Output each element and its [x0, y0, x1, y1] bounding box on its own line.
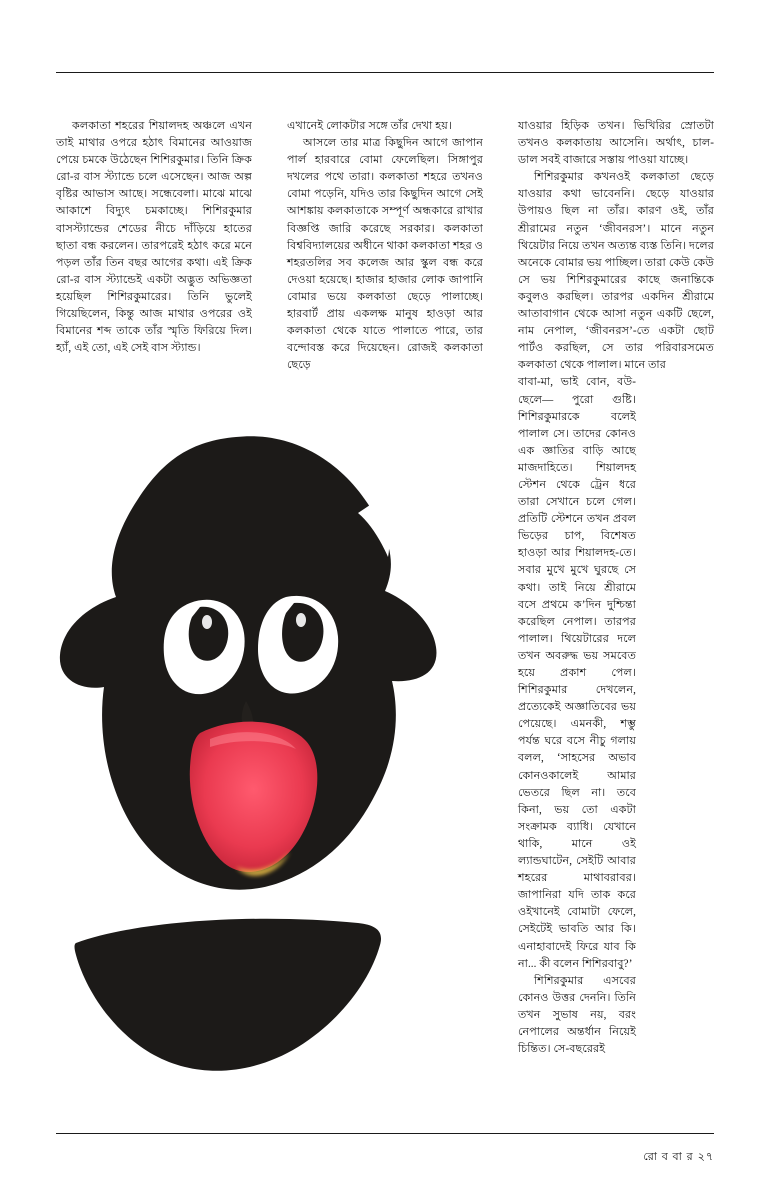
- paragraph: আসলে তার মাত্র কিছুদিন আগে জাপান পার্ল হারবারে বোমা ফেলেছিল। সিঙ্গাপুর দখলের পথে তারা। কলকাতা শহরে তখনও বোমা পড়েনি, যদিও তার কিছুদিন আগে সেই আশঙ্কায় কলকাতাকে সম্পূর্ণ অন্ধকারে রাখার বিজ্ঞপ্তি জারি করেছে সরকার। কলকাতা বিশ্ববিদ্যালয়ের অধীনে থাকা কলকাতা শহর ও শহরতলির সব কলেজ আর স্কুল বন্ধ করে দেওয়া হয়েছে। হাজার হাজার লোক জাপানি বোমার ভয়ে কলকাতা ছেড়ে পালাচ্ছে। হারবার্ট প্রায় একলক্ষ মানুষ হাওড়া আর কলকাতা থেকে যাতে পালাতে পারে, তার বন্দোবস্ত করে দিয়েছেন। রোজই কলকাতা ছেড়ে: [287, 137, 483, 372]
- paragraph: কলকাতা শহরের শিয়ালদহ অঞ্চলে এখন তাই মাথার ওপরে হঠাৎ বিমানের আওয়াজ পেয়ে চমকে উঠেছেন শিশিরকুমার। তিনি ক্রিক রো-র বাস স্ট্যান্ডে চলে এসেছেন। আজ অল্প বৃষ্টির আভাস আছে। সন্ধেবেলা। মাঝে মাঝে আকাশে বিদ্যুৎ চমকাচ্ছে। শিশিরকুমার বাসস্ট্যান্ডের শেডের নীচে দাঁড়িয়ে হাতের ছাতা বন্ধ করলেন। তারপরেই হঠাৎ করে মনে পড়ল তাঁর তিন বছর আগের কথা। এই ক্রিক রো-র বাস স্ট্যান্ডেই একটা অদ্ভুত অভিজ্ঞতা হয়েছিল শিশিরকুমারের। তিনি ভুলেই গিয়েছিলেন, কিন্তু আজ মাথার ওপরের ওই বিমানের শব্দ তাকে তাঁর স্মৃতি ফিরিয়ে দিল। হ্যাঁ, এই তো, এই সেই বাস স্ট্যান্ড।: [56, 120, 252, 355]
- column-2: [287, 118, 483, 374]
- folio-number: ২৭: [697, 1151, 714, 1163]
- folio-label: রো ব বা র: [643, 1151, 694, 1163]
- paragraph: শিশিরকুমার কখনওই কলকাতা ছেড়ে যাওয়ার কথা ভাবেননি। ছেড়ে যাওয়ার উপায়ও ছিল না তাঁর। কারণ ওই, তাঁর শ্রীরামের নতুন ‘জীবনরস’। মানে নতুন থিয়েটার নিয়ে তখন অত্যন্ত ব্যস্ত তিনি। দলের অনেকে বোমার ভয় পাচ্ছিল। তারা কেউ কেউ সে ভয় শিশিরকুমারের কাছে জনান্তিকে কবুলও করছিল। তারপর একদিন শ্রীরামে আতাবাগান থেকে আসা নতুন একটি ছেলে, নাম নেপাল, ‘জীবনরস’-তে একটা ছোট পার্টও করছিল, সে তার পরিবারসমেত কলকাতা থেকে পালাল। মানে তার: [518, 171, 714, 372]
- column-3: [518, 118, 714, 1058]
- paragraph: বাবা-মা, ভাই বোন, বউ-ছেলে— পুরো গুষ্টি। শিশিরকুমারকে বলেই পালাল সে। তাদের কোনও এক জ্ঞাতির বাড়ি আছে মাজদাহিতে। শিয়ালদহ স্টেশন থেকে ট্রেন ধরে তারা সেখানে চলে গেল। প্রতিটি স্টেশনে তখন প্রবল ভিড়ের চাপ, বিশেষত হাওড়া আর শিয়ালদহ-তে। সবার মুখে মুখে ঘুরছে সে কথা। তাই নিয়ে শ্রীরামে বসে প্রথমে ক’দিন দুশ্চিন্তা করেছিল নেপাল। তারপর পালাল। থিয়েটারের দলে তখন অবরুদ্ধ ভয় সমবেত হয়ে প্রকাশ পেল। শিশিরকুমার দেখলেন, প্রত্যেকেই অজ্ঞাতিবের ভয় পেয়েছে। এমনকী, শম্ভু পর্যন্ত ঘরে বসে নীচু গলায় বলল, ‘সাহসের অভাব কোনওকালেই আমার ভেতরে ছিল না। তবে কিনা, ভয় তো একটা সংক্রামক ব্যাধি। যেখানে থাকি, মানে ওই ল্যান্ডঘাটেন, সেইটি আবার শহরের মাথাবরাবর। জাপানিরা যদি তাক করে ওইখানেই বোমাটা ফেলে, সেইটেই ভাবতি আর কি। এনাহাবাদেই ফিরে যাব কি না... কী বলেন শিশিরবাবু?’: [518, 376, 636, 970]
- column-1: [56, 118, 252, 357]
- paragraph: শিশিরকুমার এসবের কোনও উত্তর দেননি। তিনি তখন সুভাষ নয়, বরং নেপালের অন্তর্ধান নিয়েই চিন্তিত। সে-বছরেরই: [518, 974, 636, 1056]
- paragraph: এখানেই লোকটার সঙ্গে তাঁর দেখা হয়।: [287, 120, 452, 132]
- paragraph: যাওয়ার হিড়িক তখন। ভিখিরির স্রোতটা তখনও কলকাতায় আসেনি। অর্থাৎ, চাল-ডাল সবই বাজারে সস্তায় পাওয়া যাচ্ছে।: [518, 120, 714, 167]
- bottom-rule: [56, 1133, 714, 1134]
- paper-cut-mask-photograph: [40, 415, 460, 1115]
- page-folio: [643, 1148, 714, 1167]
- top-rule: [56, 72, 714, 73]
